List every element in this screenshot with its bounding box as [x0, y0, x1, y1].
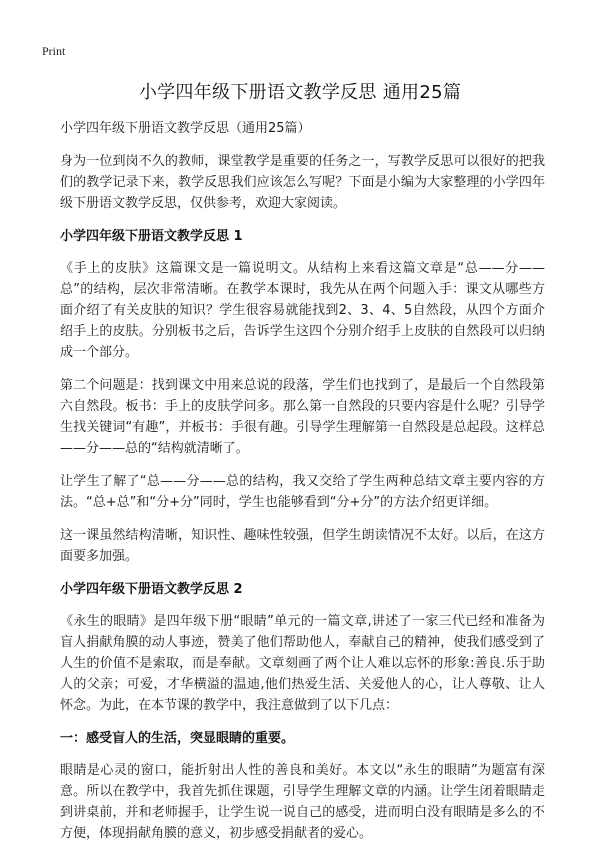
document-subtitle: 小学四年级下册语文教学反思（通用25篇） — [60, 121, 311, 136]
document-title: 小学四年级下册语文教学反思 通用25篇 — [138, 82, 462, 103]
section-heading-1: 小学四年级下册语文教学反思 1 — [60, 229, 243, 244]
section2-subheading: 一：感受盲人的生活，突显眼睛的重要。 — [60, 731, 295, 746]
section1-paragraph-2: 第二个问题是：找到课文中用来总说的段落，学生们也找到了，是最后一个自然段第六自然段。板书：手上的皮肤学问多。那么第一自然段的只要内容是什么呢？引导学生找关键词“有趣”，并板书：手很有趣。引导学生理解第一自然段是总起段。这样总——分——总的“结构就清晰了。 — [60, 378, 545, 456]
section1-paragraph-3: 让学生了解了“总——分——总的结构，我又交给了学生两种总结文章主要内容的方法。“总+总”和“分+分”同时，学生也能够看到“分+分”的方法介绍更详细。 — [60, 474, 545, 510]
intro-paragraph: 身为一位到岗不久的教师，课堂教学是重要的任务之一，写教学反思可以很好的把我们的教学记录下来，教学反思我们应该怎么写呢？下面是小编为大家整理的小学四年级下册语文教学反思，仅供参考，欢迎大家阅读。 — [60, 154, 545, 211]
section-heading-2: 小学四年级下册语文教学反思 2 — [60, 582, 243, 597]
print-label[interactable]: Print — [42, 44, 66, 58]
section2-paragraph-2: 眼睛是心灵的窗口，能折射出人性的善良和美好。本文以“永生的眼睛”为题富有深意。所以在教学中，我首先抓住课题，引导学生理解文章的内涵。让学生闭着眼睛走到讲桌前，并和老师握手，让学生说一说自己的感受，进而明白没有眼睛是多么的不方便，体现捐献角膜的意义，初步感受捐献者的爱心。 — [60, 763, 545, 841]
section1-paragraph-4: 这一课虽然结构清晰，知识性、趣味性较强，但学生朗读情况不太好。以后，在这方面要多加强。 — [60, 528, 545, 564]
section1-paragraph-1: 《手上的皮肤》这篇课文是一篇说明文。从结构上来看这篇文章是“总——分——总”的结构，层次非常清晰。在教学本课时，我先从在两个问题入手：课文从哪些方面介绍了有关皮肤的知识？学生很容易就能找到2、3、4、5自然段，从四个方面介绍手上的皮肤。分别板书之后，告诉学生这四个分别介绍手上皮肤的自然段可以归纳成一个部分。 — [60, 261, 545, 360]
section2-paragraph-1: 《永生的眼睛》是四年级下册“眼睛”单元的一篇文章,讲述了一家三代已经和准备为盲人捐献角膜的动人事迹，赞美了他们帮助他人，奉献自己的精神，使我们感受到了人生的价值不是索取，而是奉献。文章刻画了两个让人难以忘怀的形象:善良.乐于助人的父亲；可爱，才华横溢的温迪,他们热爱生活、关爱他人的心，让人尊敬、让人怀念。为此，在本节课的教学中，我注意做到了以下几点： — [60, 614, 545, 713]
document-content — [60, 118, 545, 856]
